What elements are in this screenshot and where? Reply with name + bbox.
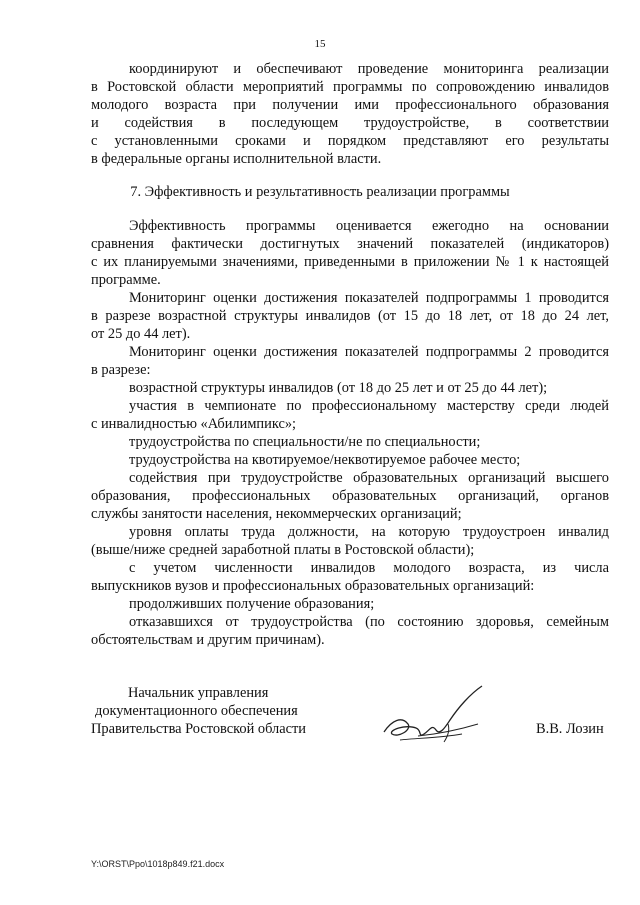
list-item: службы занятости населения, некоммерческих организаций;: [91, 506, 462, 522]
section-title: 7. Эффективность и результативность реализации программы: [130, 184, 510, 200]
list-item: трудоустройства по специальности/не по специальности;: [129, 434, 481, 450]
text-line: с установленными сроками и порядком представляют его результаты: [91, 133, 609, 149]
text-line: программе.: [91, 272, 161, 288]
text-line: молодого возраста при получении ими профессионального образования: [91, 97, 609, 113]
list-item: возрастной структуры инвалидов (от 18 до 25 лет и от 25 до 44 лет);: [129, 380, 548, 396]
text-line: в разрезе возрастной структуры инвалидов (от 15 до 18 лет, от 18 до 24 лет,: [91, 308, 609, 324]
list-item: обстоятельствам и другим причинам).: [91, 632, 325, 648]
list-item: содействия при трудоустройстве образовательных организаций высшего: [129, 470, 609, 486]
text-line: и содействия в последующем трудоустройстве, в соответствии: [91, 115, 609, 131]
list-item: образования, профессиональных образовательных организаций, органов: [91, 488, 609, 504]
signatory-title-line3: Правительства Ростовской области: [91, 721, 306, 737]
text-line: с их планируемыми значениями, приведенными в приложении № 1 к настоящей: [91, 254, 609, 270]
file-path-footer: Y:\ORST\Ppo\1018p849.f21.docx: [91, 859, 225, 869]
text-line: от 25 до 44 лет).: [91, 326, 191, 342]
signatory-title-line1: Начальник управления: [128, 685, 269, 701]
text-line: в федеральные органы исполнительной власти.: [91, 151, 382, 167]
text-line: сравнения фактически достигнутых значений показателей (индикаторов): [91, 236, 609, 252]
list-item: участия в чемпионате по профессиональному мастерству среди людей: [129, 398, 609, 414]
page-number: 15: [314, 38, 326, 50]
list-item: с учетом численности инвалидов молодого возраста, из числа: [129, 560, 609, 576]
signatory-title-line2: документационного обеспечения: [95, 703, 298, 719]
text-line: Мониторинг оценки достижения показателей подпрограммы 2 проводится: [129, 344, 609, 360]
list-item: (выше/ниже средней заработной платы в Ростовской области);: [91, 542, 475, 558]
text-line: координируют и обеспечивают проведение мониторинга реализации: [129, 61, 609, 77]
list-item: уровня оплаты труда должности, на которую трудоустроен инвалид: [129, 524, 609, 540]
list-item: трудоустройства на квотируемое/неквотируемое рабочее место;: [129, 452, 521, 468]
list-item: отказавшихся от трудоустройства (по состоянию здоровья, семейным: [129, 614, 609, 630]
signatory-name: В.В. Лозин: [536, 721, 604, 737]
text-line: в Ростовской области мероприятий программы по сопровождению инвалидов: [91, 79, 609, 95]
text-line: Эффективность программы оценивается ежегодно на основании: [129, 218, 609, 234]
list-item: с инвалидностью «Абилимпикс»;: [91, 416, 297, 432]
text-line: в разрезе:: [91, 362, 151, 378]
handwritten-signature: [378, 680, 488, 750]
list-item: выпускников вузов и профессиональных образовательных организаций:: [91, 578, 535, 594]
text-line: Мониторинг оценки достижения показателей подпрограммы 1 проводится: [129, 290, 609, 306]
list-item: продолживших получение образования;: [129, 596, 375, 612]
